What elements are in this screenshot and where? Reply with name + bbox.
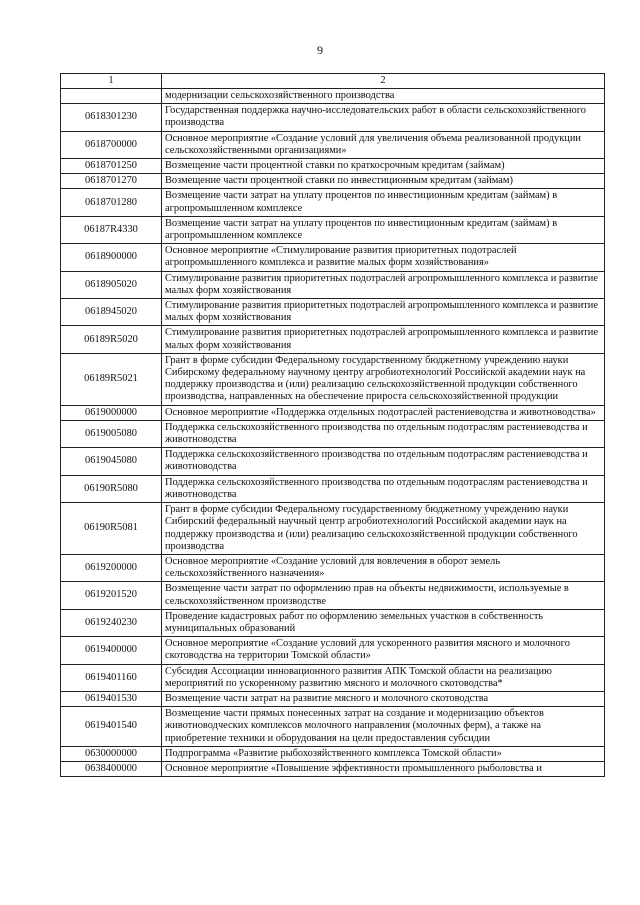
- row-code: 0618900000: [61, 244, 162, 271]
- row-code: 0619000000: [61, 405, 162, 420]
- table-row: [61, 707, 605, 747]
- row-name: Основное мероприятие «Создание условий для ускоренного развития мясного и молочного скотоводства на территории Томской области»: [162, 637, 605, 664]
- table-row: [61, 475, 605, 502]
- table-row: [61, 174, 605, 189]
- row-code: 0618701270: [61, 174, 162, 189]
- table-row: [61, 503, 605, 555]
- table-row: [61, 609, 605, 636]
- row-name: Возмещение части затрат на уплату процентов по инвестиционным кредитам (займам) в агропромышленном комплексе: [162, 189, 605, 216]
- table-row: [61, 637, 605, 664]
- row-code: 0619401540: [61, 707, 162, 747]
- row-code: 06189R5021: [61, 353, 162, 405]
- row-code: 0618701250: [61, 159, 162, 174]
- table-row: [61, 326, 605, 353]
- row-code: 0619045080: [61, 448, 162, 475]
- budget-codes-table: [60, 73, 605, 777]
- row-name: Субсидия Ассоциации инновационного развития АПК Томской области на реализацию мероприятий по ускоренному развитию мясного и молочного скотоводства*: [162, 664, 605, 691]
- row-name: Грант в форме субсидии Федеральному государственному бюджетному учреждению науки Сибирскому федеральному научному центру агробиотехнологий Российской академии наук на поддержку производства и (или) реализацию сельскохозяйственной продукции собственного производства, направленных на обеспечение прироста сельскохозяйственной продукции: [162, 353, 605, 405]
- table-row: [61, 159, 605, 174]
- row-name: Основное мероприятие «Повышение эффективности промышленного рыболовства и: [162, 761, 605, 776]
- row-code: 0638400000: [61, 761, 162, 776]
- table-row: [61, 131, 605, 158]
- row-name: Поддержка сельскохозяйственного производства по отдельным подотраслям растениеводства и животноводства: [162, 420, 605, 447]
- row-code: 06189R5020: [61, 326, 162, 353]
- table-row: [61, 664, 605, 691]
- row-name: модернизации сельскохозяйственного производства: [162, 89, 605, 104]
- row-name: Грант в форме субсидии Федеральному государственному бюджетному учреждению науки Сибирский федеральный научный центр агробиотехнологий Российской академии наук на поддержку производства и (или) реализацию сельскохозяйственной продукции собственного производства: [162, 503, 605, 555]
- row-name: Стимулирование развития приоритетных подотраслей агропромышленного комплекса и развитие малых форм хозяйствования: [162, 326, 605, 353]
- row-name: Проведение кадастровых работ по оформлению земельных участков в собственность муниципальных образований: [162, 609, 605, 636]
- table-row: [61, 582, 605, 609]
- row-name: Государственная поддержка научно-исследовательских работ в области сельскохозяйственного производства: [162, 104, 605, 131]
- row-name: Возмещение части затрат на уплату процентов по инвестиционным кредитам (займам) в агропромышленном комплексе: [162, 216, 605, 243]
- row-code: 0619400000: [61, 637, 162, 664]
- table-row: [61, 299, 605, 326]
- table-row: [61, 405, 605, 420]
- row-code: 0619401160: [61, 664, 162, 691]
- row-name: Возмещение части процентной ставки по краткосрочным кредитам (займам): [162, 159, 605, 174]
- row-code: 0619005080: [61, 420, 162, 447]
- row-code: 0630000000: [61, 746, 162, 761]
- row-code: [61, 89, 162, 104]
- row-name: Подпрограмма «Развитие рыбохозяйственного комплекса Томской области»: [162, 746, 605, 761]
- row-name: Основное мероприятие «Создание условий для увеличения объема реализованной продукции сельскохозяйственными организациями»: [162, 131, 605, 158]
- table-row: [61, 104, 605, 131]
- table-row: [61, 746, 605, 761]
- row-code: 0618700000: [61, 131, 162, 158]
- row-code: 0619200000: [61, 554, 162, 581]
- row-code: 0619201520: [61, 582, 162, 609]
- row-name: Возмещение части процентной ставки по инвестиционным кредитам (займам): [162, 174, 605, 189]
- row-name: Поддержка сельскохозяйственного производства по отдельным подотраслям растениеводства и животноводства: [162, 475, 605, 502]
- row-code: 0618905020: [61, 271, 162, 298]
- table-row: [61, 554, 605, 581]
- row-code: 0618301230: [61, 104, 162, 131]
- row-name: Возмещение части затрат на развитие мясного и молочного скотоводства: [162, 691, 605, 706]
- row-code: 06190R5080: [61, 475, 162, 502]
- row-name: Возмещение части прямых понесенных затрат на создание и модернизацию объектов животноводческих комплексов молочного направления (молочных ферм), а также на приобретение техники и оборудования на цели предоставления субсидии: [162, 707, 605, 747]
- row-name: Стимулирование развития приоритетных подотраслей агропромышленного комплекса и развитие малых форм хозяйствования: [162, 299, 605, 326]
- row-code: 06190R5081: [61, 503, 162, 555]
- row-name: Стимулирование развития приоритетных подотраслей агропромышленного комплекса и развитие малых форм хозяйствования: [162, 271, 605, 298]
- page-number: 9: [317, 43, 323, 57]
- table-row: [61, 691, 605, 706]
- table-row: [61, 89, 605, 104]
- table-row: [61, 244, 605, 271]
- row-code: 0619240230: [61, 609, 162, 636]
- row-code: 0618945020: [61, 299, 162, 326]
- row-code: 0618701280: [61, 189, 162, 216]
- table-row: [61, 353, 605, 405]
- column-header-code: 1: [61, 74, 162, 89]
- row-name: Основное мероприятие «Стимулирование развития приоритетных подотраслей агропромышленного комплекса и развитие малых форм хозяйствования»: [162, 244, 605, 271]
- table-row: [61, 420, 605, 447]
- table-row: [61, 216, 605, 243]
- column-header-name: 2: [162, 74, 605, 89]
- row-name: Возмещение части затрат по оформлению прав на объекты недвижимости, используемые в сельскохозяйственном производстве: [162, 582, 605, 609]
- table-header-row: [61, 74, 605, 89]
- table-row: [61, 761, 605, 776]
- table-row: [61, 271, 605, 298]
- row-code: 0619401530: [61, 691, 162, 706]
- row-name: Основное мероприятие «Создание условий для вовлечения в оборот земель сельскохозяйственного назначения»: [162, 554, 605, 581]
- row-code: 06187R4330: [61, 216, 162, 243]
- table-row: [61, 448, 605, 475]
- row-name: Поддержка сельскохозяйственного производства по отдельным подотраслям растениеводства и животноводства: [162, 448, 605, 475]
- table-row: [61, 189, 605, 216]
- row-name: Основное мероприятие «Поддержка отдельных подотраслей растениеводства и животноводства»: [162, 405, 605, 420]
